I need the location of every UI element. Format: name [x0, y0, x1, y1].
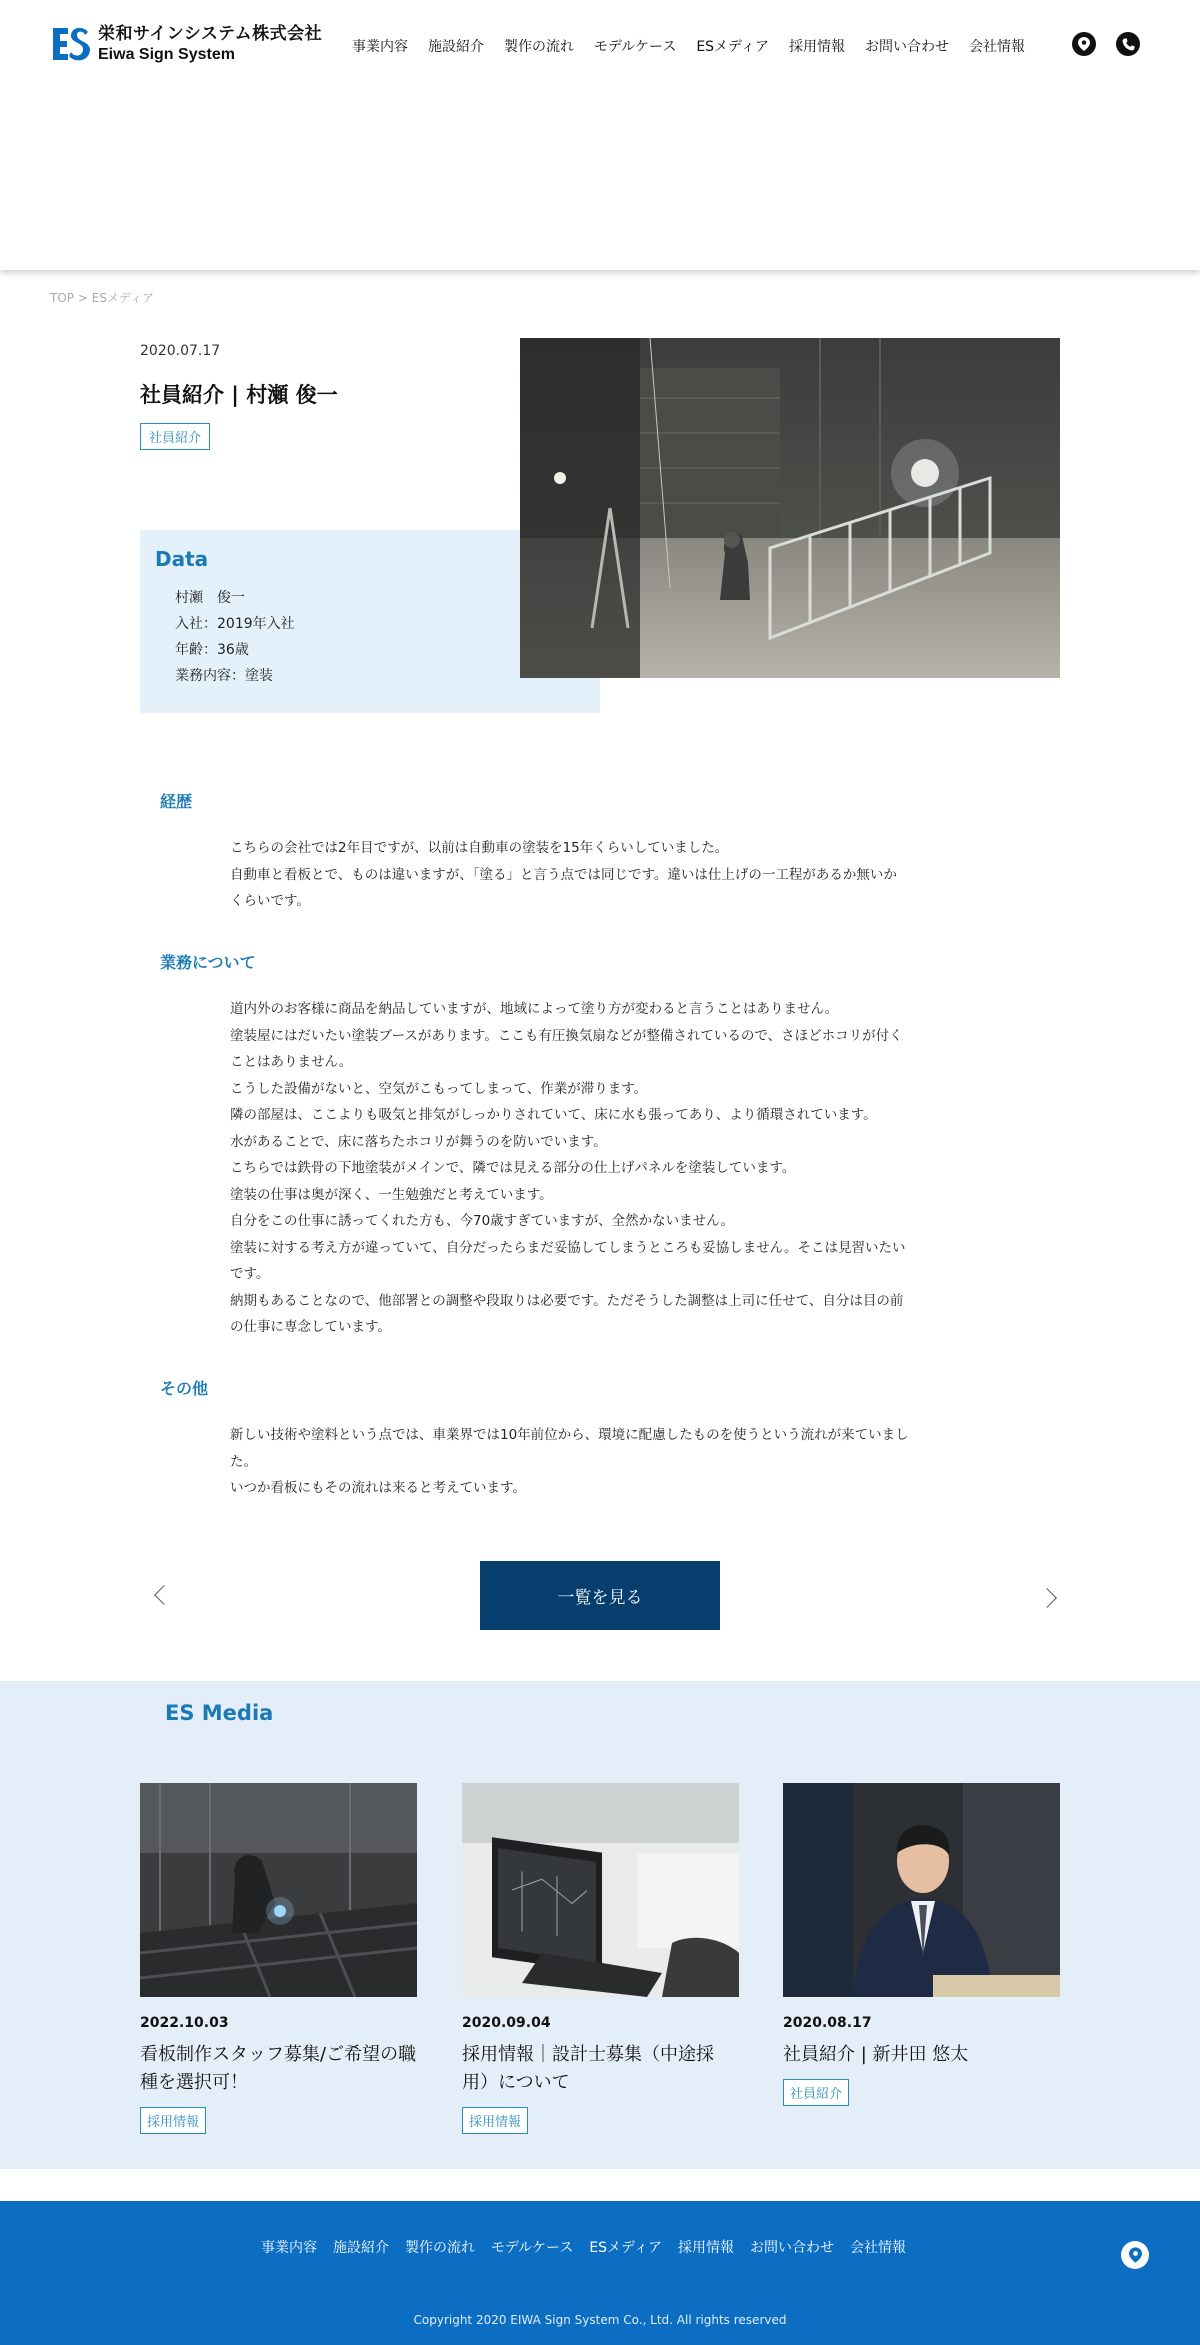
es-media-section — [0, 1681, 1200, 2169]
paragraph-line: 自分をこの仕事に誘ってくれた方も、今70歳すぎていますが、全然かないません。 — [230, 1213, 734, 1229]
card-thumbnail[interactable] — [140, 1783, 417, 1997]
paragraph-line: いつか看板にもその流れは来ると考えています。 — [230, 1480, 526, 1496]
logo-english-name: Eiwa Sign System — [98, 45, 235, 63]
paragraph-line: 隣の部屋は、ここよりも吸気と排気がしっかりされていて、床に水も張ってあり、より循環されています。 — [230, 1107, 877, 1123]
card-tag[interactable]: 社員紹介 — [783, 2079, 849, 2106]
paragraph-line: 道内外のお客様に商品を納品していますが、地域によって塗り方が変わると言うことはありません。 — [230, 1001, 839, 1017]
phone-icon[interactable] — [1116, 32, 1140, 56]
prev-article-arrow-icon[interactable] — [154, 1585, 174, 1605]
article-title: 社員紹介 | 村瀬 俊一 — [140, 383, 338, 407]
site-footer — [0, 2201, 1200, 2345]
article-date: 2020.07.17 — [140, 343, 221, 359]
section-heading-work: 業務について — [160, 953, 256, 972]
site-header — [0, 0, 1200, 270]
paragraph-line: くらいです。 — [230, 893, 310, 909]
footer-nav-contact[interactable]: お問い合わせ — [749, 2240, 834, 2256]
paragraph-line: の仕事に専念しています。 — [230, 1319, 391, 1335]
media-card[interactable] — [140, 1783, 417, 2134]
footer-nav-business[interactable]: 事業内容 — [261, 2240, 317, 2256]
data-item-age: 年齢：36歳 — [175, 642, 249, 658]
card-title[interactable]: 採用情報｜設計士募集（中途採用）について — [462, 2044, 714, 2093]
section-body-work — [230, 996, 970, 1341]
paragraph-line: た。 — [230, 1453, 257, 1470]
paragraph-line: こちらでは鉄骨の下地塗装がメインで、隣では見える部分の仕上げパネルを塗装しています。 — [230, 1160, 796, 1176]
global-nav — [352, 36, 1045, 56]
article-hero-photo — [520, 338, 1060, 678]
footer-nav-es-media[interactable]: ESメディア — [589, 2240, 662, 2256]
es-logo-icon — [50, 24, 92, 64]
footer-nav-production-flow[interactable]: 製作の流れ — [405, 2240, 475, 2256]
paragraph-line: 塗装の仕事は奥が深く、一生勉強だと考えています。 — [230, 1186, 553, 1203]
card-tag[interactable]: 採用情報 — [140, 2107, 206, 2134]
paragraph-line: ことはありません。 — [230, 1054, 353, 1070]
data-heading: Data — [155, 547, 209, 571]
copyright-text: Copyright 2020 EIWA Sign System Co., Ltd. All rights reserved — [413, 2313, 787, 2327]
section-heading-other: その他 — [160, 1379, 209, 1398]
footer-nav — [261, 2237, 922, 2257]
card-tag[interactable]: 採用情報 — [462, 2107, 528, 2134]
nav-item-recruit[interactable]: 採用情報 — [788, 39, 845, 55]
paragraph-line: 納期もあることなので、他部署との調整や段取りは必要です。ただそうした調整は上司に任せて、自分は目の前 — [230, 1292, 904, 1309]
section-heading-career: 経歴 — [160, 792, 193, 811]
data-item-joined: 入社：2019年入社 — [175, 616, 295, 632]
paragraph-line: こちらの会社では2年目ですが、以前は自動車の塗装を15年くらいしていました。 — [230, 840, 729, 856]
media-card[interactable] — [462, 1783, 739, 2134]
nav-item-business[interactable]: 事業内容 — [352, 39, 408, 55]
card-thumbnail[interactable] — [783, 1783, 1060, 1997]
paragraph-line: 新しい技術や塗料という点では、車業界では10年前位から、環境に配慮したものを使うという流れが来ていまし — [230, 1427, 909, 1443]
card-date: 2020.09.04 — [462, 2015, 551, 2031]
paragraph-line: 自動車と看板とで、ものは違いますが、「塗る」と言う点では同じです。違いは仕上げの一工程があるか無いか — [230, 866, 897, 883]
nav-item-production-flow[interactable]: 製作の流れ — [504, 39, 574, 55]
card-title[interactable]: 社員紹介 | 新井田 悠太 — [783, 2044, 969, 2065]
article-category-tag[interactable]: 社員紹介 — [140, 423, 210, 450]
back-to-list-button[interactable]: 一覧を見る — [480, 1561, 720, 1630]
media-heading: ES Media — [165, 1701, 274, 1725]
breadcrumb-separator: > — [77, 291, 88, 305]
data-list — [175, 585, 295, 689]
paragraph-line: です。 — [230, 1266, 270, 1282]
nav-item-model-case[interactable]: モデルケース — [594, 39, 677, 55]
paragraph-line: 塗装屋にはだいたい塗装ブースがあります。ここも有圧換気扇などが整備されているので、さほどホコリが付く — [230, 1027, 903, 1044]
paragraph-line: こうした設備がないと、空気がこもってしまって、作業が滞ります。 — [230, 1080, 648, 1097]
footer-nav-recruit[interactable]: 採用情報 — [677, 2240, 734, 2256]
breadcrumb-current: ESメディア — [91, 291, 154, 305]
logo-japanese-name: 栄和サインシステム株式会社 — [98, 23, 323, 44]
media-card[interactable] — [783, 1783, 1060, 2106]
footer-nav-company[interactable]: 会社情報 — [849, 2240, 906, 2256]
nav-item-company[interactable]: 会社情報 — [968, 39, 1025, 55]
card-thumbnail[interactable] — [462, 1783, 739, 1997]
footer-nav-facilities[interactable]: 施設紹介 — [333, 2240, 389, 2256]
card-title[interactable]: 看板制作スタッフ募集/ご希望の職種を選択可！ — [140, 2044, 417, 2093]
data-item-name: 村瀬 俊一 — [175, 590, 245, 606]
map-pin-icon[interactable] — [1072, 32, 1096, 56]
card-date: 2022.10.03 — [140, 2015, 229, 2031]
section-body-career — [230, 835, 970, 915]
nav-item-es-media[interactable]: ESメディア — [696, 39, 769, 55]
data-item-job: 業務内容：塗装 — [175, 668, 273, 684]
paragraph-line: 塗装に対する考え方が違っていて、自分だったらまだ妥協してしまうところも妥協しません。そこは見習いたい — [230, 1239, 906, 1256]
next-article-arrow-icon[interactable] — [1037, 1588, 1057, 1608]
paragraph-line: 水があることで、床に落ちたホコリが舞うのを防いでいます。 — [230, 1133, 607, 1150]
card-date: 2020.08.17 — [783, 2015, 872, 2031]
nav-item-facilities[interactable]: 施設紹介 — [428, 39, 484, 55]
breadcrumb — [50, 289, 154, 306]
footer-nav-model-case[interactable]: モデルケース — [491, 2240, 574, 2256]
section-body-other — [230, 1422, 970, 1502]
footer-map-pin-icon[interactable] — [1121, 2241, 1149, 2269]
breadcrumb-home-link[interactable]: TOP — [50, 291, 75, 305]
site-logo[interactable] — [50, 24, 322, 64]
nav-item-contact[interactable]: お問い合わせ — [864, 39, 949, 55]
